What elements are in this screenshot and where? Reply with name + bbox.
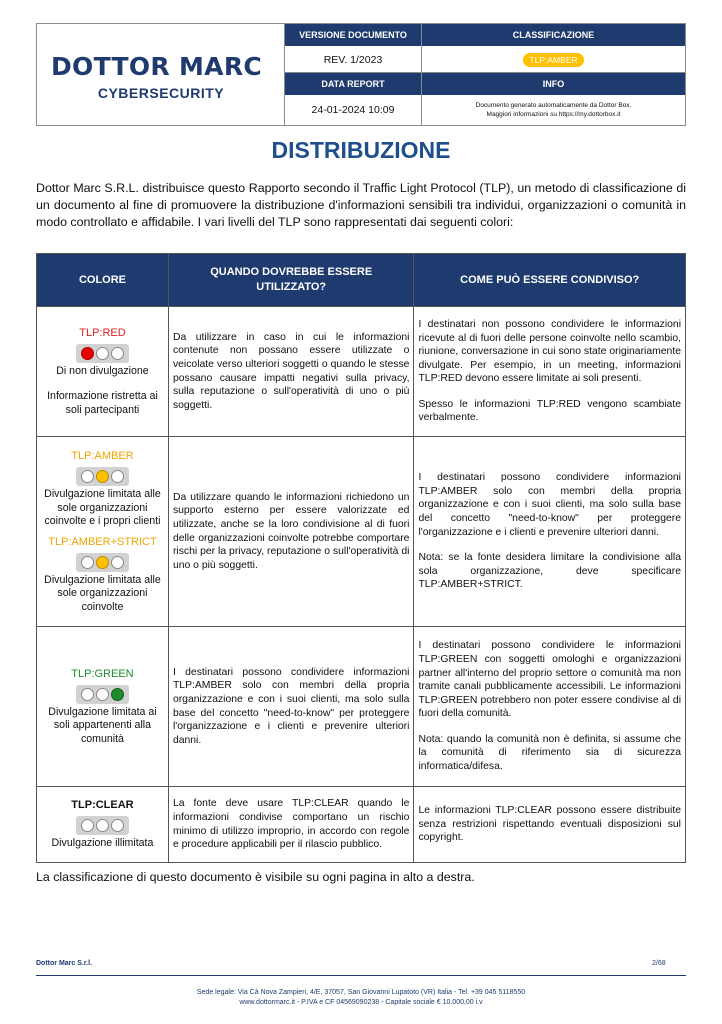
info-label: INFO xyxy=(422,73,685,95)
red-color-cell xyxy=(37,307,169,437)
classification-value xyxy=(422,46,685,73)
traffic-light-clear-icon xyxy=(76,816,129,835)
header-divider xyxy=(285,72,685,73)
table-header-row xyxy=(37,254,686,307)
version-label: VERSIONE DOCUMENTO xyxy=(285,24,421,46)
footer-divider xyxy=(36,975,686,976)
classification-note: La classificazione di questo documento è visibile su ogni pagina in alto a destra. xyxy=(36,870,475,884)
green-how-2: Nota: quando la comunità non è definita, si assume che la comunità di riferimento sia di sicurezza informatica/difesa. xyxy=(418,733,681,773)
tlp-table xyxy=(36,253,686,863)
green-how-cell xyxy=(414,627,686,787)
document-header xyxy=(36,23,686,126)
logo-main-text: DOTTOR MARC xyxy=(51,52,263,81)
red-desc-2: Informazione ristretta ai soli partecipanti xyxy=(47,390,158,416)
header-color: COLORE xyxy=(37,254,169,307)
footer-address xyxy=(0,988,722,1008)
footer-company: Dottor Marc S.r.l. xyxy=(36,960,93,967)
clear-desc: Divulgazione illimitata xyxy=(51,837,154,850)
info-line-1: Documento generato automaticamente da Dottor Box. xyxy=(475,102,632,109)
amber-strict-desc: Divulgazione limitata alle sole organizzazioni coinvolte xyxy=(44,573,161,613)
logo xyxy=(37,24,285,125)
intro-paragraph: Dottor Marc S.R.L. distribuisce questo Rapporto secondo il Traffic Light Protocol (TLP), un metodo di classificazione di un documento al fine di promuovere la distribuzione d'informazioni sensibili tra individui, organizzazioni o comunità in modo controllato e affidabile. I vari livelli del TLP sono rappresentati dai seguenti colori: xyxy=(36,181,686,229)
green-desc: Divulgazione limitata ai soli appartenenti alla comunità xyxy=(48,705,157,745)
table-row-red xyxy=(37,307,686,437)
clear-how-cell: Le informazioni TLP:CLEAR possono essere distribuite senza restrizioni rispettando eventuali disposizioni sul copyright. xyxy=(414,787,686,863)
header-how: COME PUÒ ESSERE CONDIVISO? xyxy=(414,254,686,307)
header-divider xyxy=(421,24,422,125)
red-when-cell: Da utilizzare in caso in cui le informazioni contenute non possano essere utilizzate o veicolate verso ulteriori soggetti o quando le stesse possano causare impatti negativi sulla privacy, sulla reputazione o sull'operatività di uno o più soggetti. xyxy=(168,307,414,437)
tlp-amber-label: TLP:AMBER xyxy=(71,450,134,462)
red-how-cell xyxy=(414,307,686,437)
footer-address-line-1: Sede legale: Via Cà Nova Zampieri, 4/E, 37057, San Giovanni Lupatoto (VR) Italia - Tel. +39 045 5118550 xyxy=(196,989,526,996)
amber-how-2: Nota: se la fonte desidera limitare la condivisione alla sola organizzazione, deve specificare TLP:AMBER+STRICT. xyxy=(418,552,681,591)
info-line-2: Maggiori informazioni su https://my.dottorbox.it xyxy=(486,111,621,118)
green-when-cell: I destinatari possono condividere informazioni TLP:AMBER solo con membri della propria organizzazione e con i suoi clienti, ma solo sulla base del concetto "need-to-know" per proteggere l'organizzazione e i clienti e prevenire ulteriori danni. xyxy=(168,627,414,787)
header-info-grid xyxy=(285,24,685,125)
table-row-green xyxy=(37,627,686,787)
amber-color-cell xyxy=(37,437,169,627)
tlp-green-label: TLP:GREEN xyxy=(71,667,134,680)
traffic-light-red-icon xyxy=(76,344,129,363)
traffic-light-amber-icon xyxy=(76,467,129,486)
header-when: QUANDO DOVREBBE ESSERE UTILIZZATO? xyxy=(168,254,414,307)
table-row-amber xyxy=(37,437,686,627)
footer-address-line-2: www.dottormarc.it - P.IVA e CF 04569090238 - Capitale sociale € 10.000,00 i.v xyxy=(239,999,483,1006)
date-value: 24-01-2024 10:09 xyxy=(311,104,395,116)
date-label: DATA REPORT xyxy=(285,73,421,95)
traffic-light-green-icon xyxy=(76,685,129,704)
page-number: 2/68 xyxy=(652,960,666,967)
red-how-1: I destinatari non possono condividere le informazioni ricevute al di fuori delle persone coinvolte nello scambio, riunione, conversazione in cui sono state originariamente divulgate. Per esempio, in un meeting, informazioni TLP:RED devono essere limitate ai soli presenti. xyxy=(418,318,681,385)
page-title: DISTRIBUZIONE xyxy=(271,137,451,163)
amber-how-cell xyxy=(414,437,686,627)
green-how-1: I destinatari possono condividere le informazioni TLP:GREEN con soggetti omologhi e organizzazioni partner all'interno del proprio settore o comunità ma non tramite canali pubblicamente accessibili. Le informazioni TLP:GREEN potrebbero non poter essere condivise al di fuori della comunità. xyxy=(418,640,681,720)
tlp-amber-strict-label: TLP:AMBER+STRICT xyxy=(48,535,157,548)
red-desc-1: Di non divulgazione xyxy=(56,364,149,377)
classification-label: CLASSIFICAZIONE xyxy=(422,24,685,46)
amber-desc: Divulgazione limitata alle sole organizzazioni coinvolte e i propri clienti xyxy=(44,488,161,527)
logo-sub-text: CYBERSECURITY xyxy=(97,85,225,101)
clear-when-cell: La fonte deve usare TLP:CLEAR quando le informazioni condivise comportano un rischio minimo di utilizzo improprio, in accordo con regole e procedure applicabili per il rilascio pubblico. xyxy=(168,787,414,863)
traffic-light-amber-strict-icon xyxy=(76,553,129,572)
tlp-red-label: TLP:RED xyxy=(79,326,126,339)
amber-how-1: I destinatari possono condividere informazioni TLP:AMBER solo con membri della propria organizzazione e con i suoi clienti, ma solo sulla base del concetto "need-to-know" per proteggere l'organizzazione e i clienti e prevenire ulteriori danni. xyxy=(418,472,681,538)
green-color-cell xyxy=(37,627,169,787)
classification-badge: TLP:AMBER xyxy=(523,53,583,67)
info-value xyxy=(422,95,685,125)
clear-color-cell xyxy=(37,787,169,863)
table-row-clear xyxy=(37,787,686,863)
red-how-2: Spesso le informazioni TLP:RED vengono scambiate verbalmente. xyxy=(418,398,681,424)
amber-when-cell: Da utilizzare quando le informazioni richiedono un supporto esterno per essere valorizzate ed utilizzate, anche se la loro condivisione al di fuori delle organizzazioni coinvolte potrebbe comportare rischi per la privacy, reputazione o sull'operatività di uno o più soggetti. xyxy=(168,437,414,627)
tlp-clear-label: TLP:CLEAR xyxy=(71,799,134,812)
version-value: REV. 1/2023 xyxy=(323,53,383,66)
